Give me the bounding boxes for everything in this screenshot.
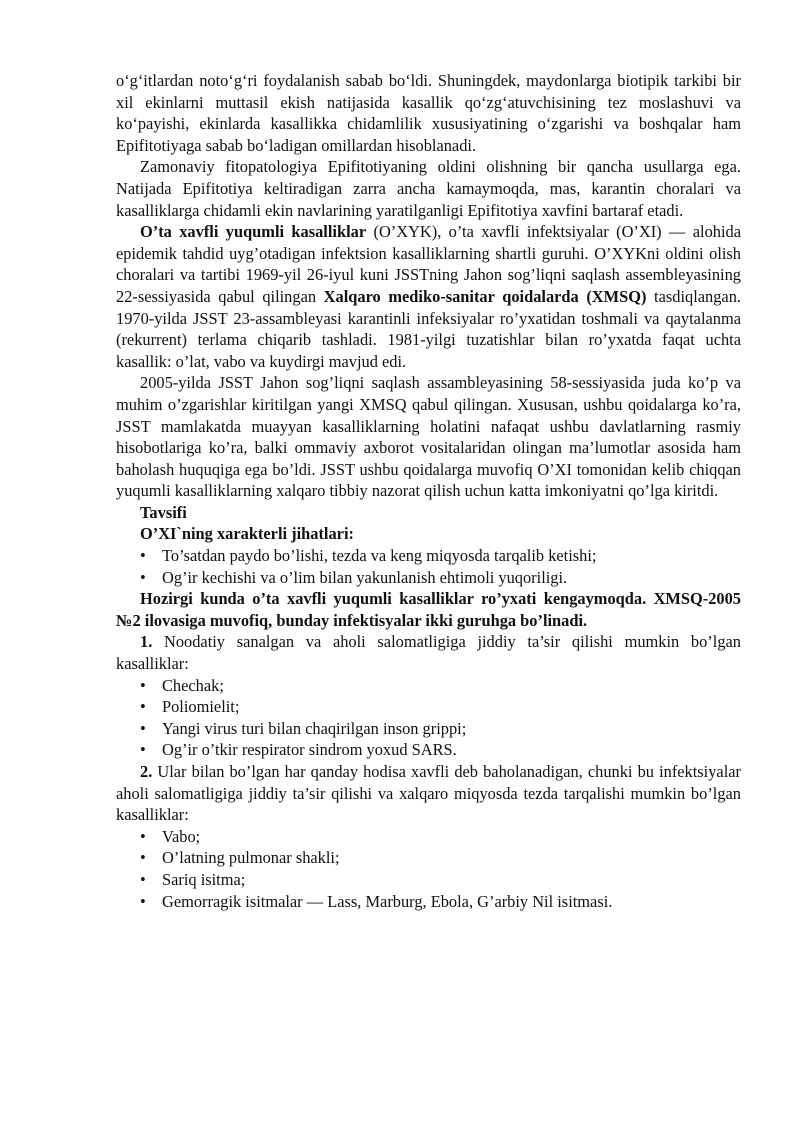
group-1-text: Noodatiy sanalgan va aholi salomatligiga jiddiy ta’sir qilishi mumkin bo’lgan kasalliklar: [116, 632, 741, 674]
group-1-number: 1. [140, 632, 153, 652]
group-1-list [116, 675, 741, 761]
list-item: • O’latning pulmonar shakli; [116, 847, 741, 869]
list-item: • Yangi virus turi bilan chaqirilgan inson grippi; [116, 718, 741, 740]
paragraph-1: o‘g‘itlardan noto‘g‘ri foydalanish sabab bo‘ldi. Shuningdek, maydonlarga biotipik tarkibi bir xil ekinlarni muttasil ekish natijasida kasallik qo‘zg‘atuvchisining tez moslashuvi va ko‘payishi, ekinlarda kasallikka chidamlilik xususiyatining o‘zgarishi va boshqalar ham Epifitotiyaga sabab bo‘ladigan omillardan hisoblanadi. [116, 71, 741, 155]
bold-paragraph: Hozirgi kunda o’ta xavfli yuqumli kasalliklar ro’yxati kengaymoqda. XMSQ-2005 №2 ilovasiga muvofiq, bunday infektisyalar ikki guruhga bo’linadi. [116, 589, 741, 630]
group-1-paragraph [116, 631, 741, 674]
heading-features: O’XI`ning xarakterli jihatlari: [140, 524, 354, 544]
paragraph-4: 2005-yilda JSST Jahon sog’liqni saqlash assambleyasining 58-sessiyasida juda ko’p va muhim o’zgarishlar kiritilgan yangi XMSQ qabul qilingan. Xususan, ushbu qoidalarga ko’ra, JSST mamlakatda muayyan kasalliklarning holatini nafaqat ushbu davlatlarning rasmiy hisobotlariga ko’ra, balki ommaviy axborot vositalaridan olingan ma’lumotlar asosida ham baholash huquqiga ega bo’ldi. JSST ushbu qoidalarga muvofiq O’XI tomonidan kelib chiqqan yuqumli kasalliklarning xalqaro tibbiy nazorat qilish uchun katta imkoniyatni qo’lga kiritdi. [116, 373, 741, 501]
features-list [116, 545, 741, 588]
list-item: • Og’ir kechishi va o’lim bilan yakunlanish ehtimoli yuqoriligi. [116, 567, 741, 589]
term-xmsq: Xalqaro mediko-sanitar qoidalarda (XMSQ) [323, 286, 647, 306]
paragraph-2: Zamonaviy fitopatologiya Epifitotiyaning oldini olishning bir qancha usullarga ega. Natijada Epifitotiya keltiradigan zarra ancha kamaymoqda, mas, karantin choralari va kasalliklarga chidamli ekin navlarining yaratilganligi Epifitotiya xavfini bartaraf etadi. [116, 157, 741, 220]
list-item: • Sariq isitma; [116, 869, 741, 891]
list-item: • Poliomielit; [116, 696, 741, 718]
heading-tavsifi: Tavsifi [140, 502, 187, 522]
list-item: • Chechak; [116, 675, 741, 697]
document-page [116, 70, 741, 912]
group-2-number: 2. [140, 762, 153, 781]
group-2-paragraph [116, 761, 741, 826]
list-item: • To’satdan paydo bo’lishi, tezda va keng miqyosda tarqalib ketishi; [116, 545, 741, 567]
paragraph-3-text-a: (O’XYK), o’ta xavfli infektsiyalar (O’XI) — alohida epidemik tahdid uyg’otadigan infektsion kasalliklarning shartli guruhi. O’XYKni oldini olish choralari va tartibi 1969-yil 26-iyul kuni JSSTning Jahon sog’liqni saqlash assembleyasining 22-sessiyasida qabul qilingan [116, 222, 742, 306]
list-item: • Gemorragik isitmalar — Lass, Marburg, Ebola, G’arbiy Nil isitmasi. [116, 891, 741, 913]
list-item: • Vabo; [116, 826, 741, 848]
list-item: • Og’ir o’tkir respirator sindrom yoxud SARS. [116, 739, 741, 761]
paragraph-3 [116, 221, 741, 372]
term-oxyk: O’ta xavfli yuqumli kasalliklar [140, 222, 367, 242]
paragraph-3-text-b: tasdiqlangan. 1970-yilda JSST 23-assambleyasi karantinli infeksiyalar ro’yxatidan toshmali va qaytalanma (rekurrent) terlama chiqarib tashladi. 1981-yilgi tuzatishlar bilan ro’yxatda faqat uchta kasallik: o’lat, vabo va kuydirgi mavjud edi. [116, 286, 741, 371]
group-2-list [116, 826, 741, 912]
group-2-text: Ular bilan bo’lgan har qanday hodisa xavfli deb baholanadigan, chunki bu infektsiyalar aholi salomatligiga jiddiy ta’sir qilishi va xalqaro miqyosda tezda tarqalishi mumkin bo’lgan kasalliklar: [116, 762, 741, 825]
